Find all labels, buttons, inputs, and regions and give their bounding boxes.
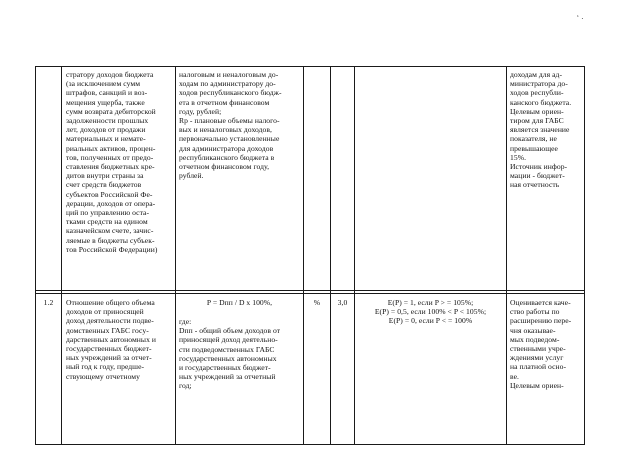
formula-description: где: Dпп - общий объем доходов от приносящей доход деятельно- сти подведомственных ГАБС государственных автономных и государственных бюджет- ных учреждений за отчетный год; [179, 317, 281, 391]
scoring-rule: E(P) = 1, если P > = 105%; E(P) = 0,5, если 100% < P < 105%; E(P) = 0, если P < = 100% [374, 298, 487, 326]
table-bottom-border [35, 444, 585, 445]
column-border [584, 66, 585, 445]
continued-formula-description: налоговым и неналоговым до- ходам по администратору до- ходов республиканского бюдж- ета в отчетном финансовом году, рублей; Rp - плановые объемы налого- вых и неналоговых доходов, первоначально установленные для администратора доходов республиканского бюджета в отчетном финансовом году, рублей. [179, 70, 282, 181]
indicator-weight: 3,0 [337, 298, 348, 307]
column-border [506, 66, 507, 445]
row-number: 1.2 [43, 298, 54, 307]
column-border [330, 66, 331, 445]
row-divider [35, 290, 585, 291]
continued-indicator-name: стратору доходов бюджета (за исключением сумм штрафов, санкций и воз- мещения ущерба, также сумм возврата дебиторской задолженности прошлых лет, доходов от продажи материальных и немате- риальных активов, процен- тов, полученных от предо- ставления бюджетных кре- дитов внутри страны за счет средств бюджетов субъектов Российской Фе- дерации, доходов от опера- ций по управлению оста- тками средств на едином казначейском счете, зачис- ляемые в бюджеты субъек- тов Российской Федерации) [66, 70, 158, 254]
scan-marks: ‘ · [577, 14, 584, 23]
column-border [303, 66, 304, 445]
column-border [35, 66, 36, 445]
row-divider [35, 293, 585, 294]
column-border [61, 66, 62, 445]
unit-of-measure: % [313, 298, 321, 307]
column-border [354, 66, 355, 445]
table-top-border [35, 66, 585, 67]
column-border [175, 66, 176, 445]
indicator-formula: P = Dпп / D x 100%, [206, 298, 273, 307]
evaluation-note: Оценивается каче- ство работы по расширению пере- чня оказывае- мых подведом- ственными учре- ждениями услуг на платной осно- ве. Целевым ориен- [510, 298, 572, 390]
continued-note: доходам для ад- министратора до- ходов республи- канского бюджета. Целевым ориен- тиром для ГАБС является значение показателя, не превышающее 15%. Источник инфор- мации - бюджет- ная отчетность [510, 70, 572, 190]
indicator-name: Отношение общего объема доходов от приносящей доход деятельности подве- домственных ГАБС госу- дарственных автономных и государственных бюджет- ных учреждений за отчет- ный год к году, предше- ствующему отчетному [66, 298, 156, 381]
